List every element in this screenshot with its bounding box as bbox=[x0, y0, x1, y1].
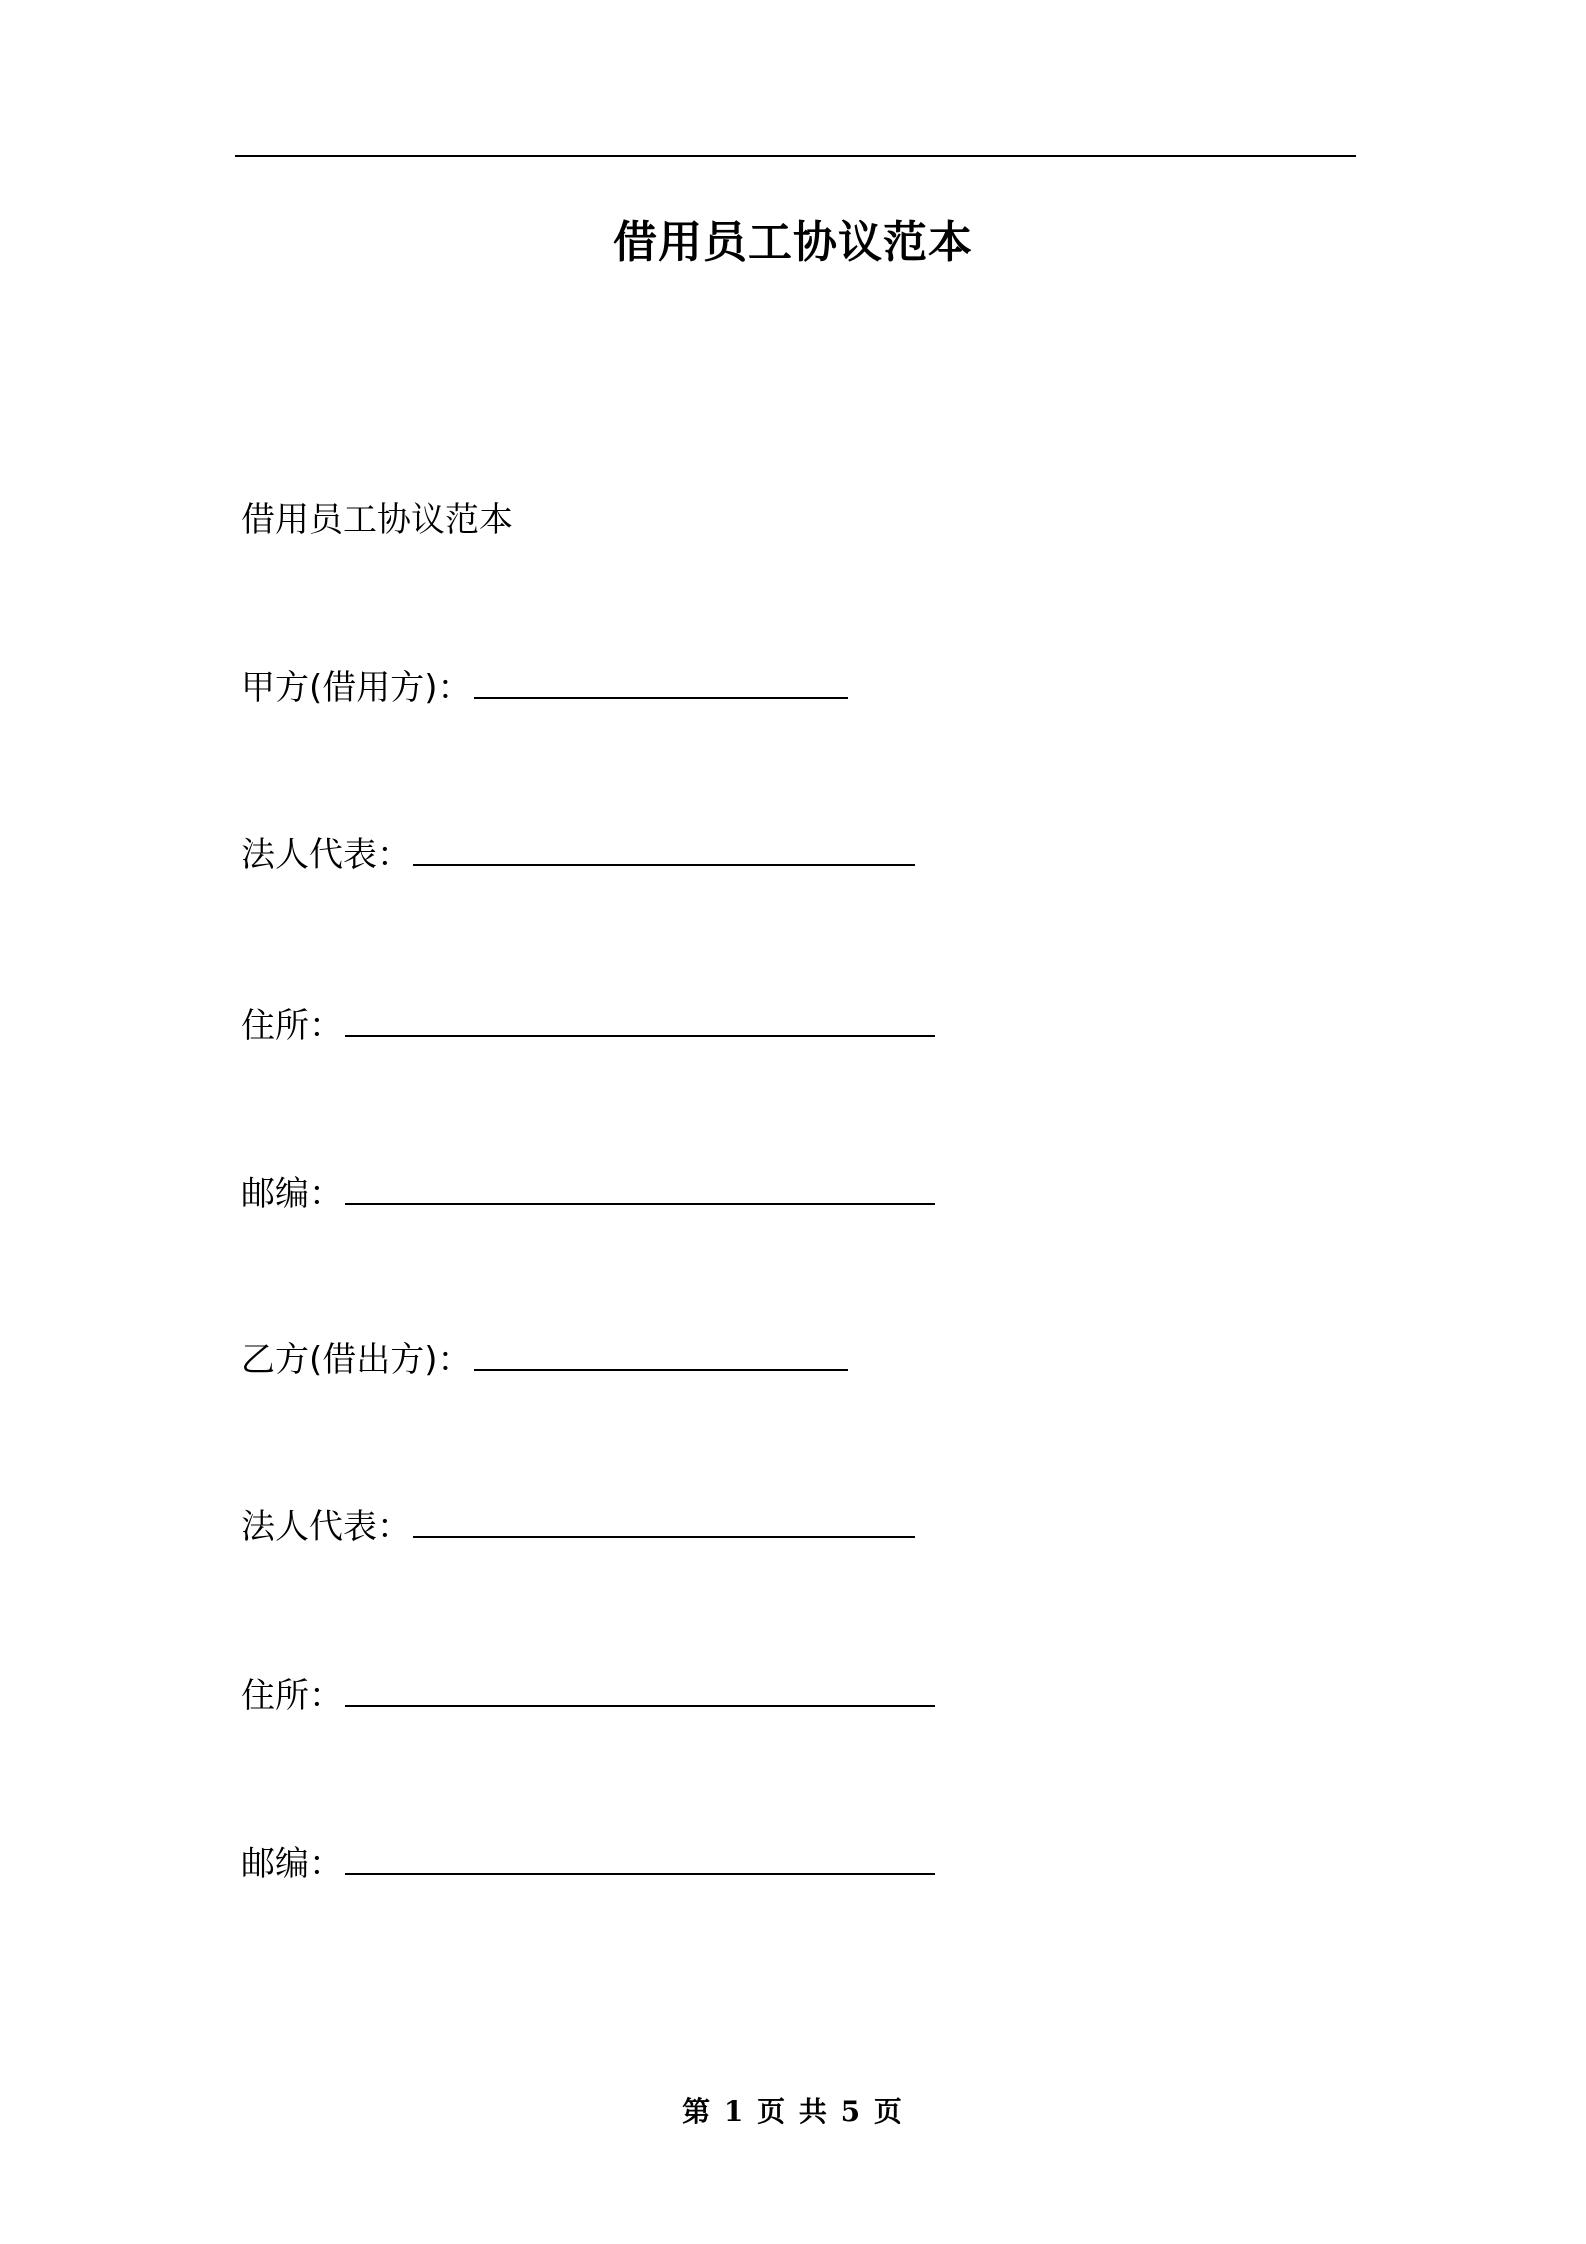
party-a-postcode-line bbox=[241, 1170, 935, 1218]
party-b-address-blank bbox=[345, 1675, 935, 1707]
party-b-address-line bbox=[241, 1672, 935, 1720]
header-rule bbox=[235, 155, 1356, 157]
party-b-line bbox=[241, 1336, 848, 1384]
party-a-address-line bbox=[241, 1002, 935, 1050]
party-b-label: 乙方(借出方)： bbox=[241, 1340, 472, 1380]
party-b-postcode-label: 邮编： bbox=[241, 1844, 343, 1884]
document-title: 借用员工协议范本 bbox=[613, 217, 973, 268]
party-b-legal-rep-line bbox=[241, 1503, 915, 1551]
party-b-legal-rep-blank bbox=[413, 1506, 915, 1538]
party-b-blank bbox=[474, 1339, 848, 1371]
party-a-legal-rep-label: 法人代表： bbox=[241, 835, 411, 875]
party-b-postcode-blank bbox=[345, 1843, 935, 1875]
document-subtitle: 借用员工协议范本 bbox=[241, 500, 513, 540]
party-b-postcode-line bbox=[241, 1840, 935, 1888]
party-a-postcode-blank bbox=[345, 1173, 935, 1205]
party-b-legal-rep-label: 法人代表： bbox=[241, 1507, 411, 1547]
party-b-address-label: 住所： bbox=[241, 1676, 343, 1716]
party-a-label: 甲方(借用方)： bbox=[241, 668, 472, 708]
party-a-line bbox=[241, 664, 848, 712]
party-a-address-label: 住所： bbox=[241, 1006, 343, 1046]
party-a-postcode-label: 邮编： bbox=[241, 1174, 343, 1214]
party-a-legal-rep-blank bbox=[413, 834, 915, 866]
party-a-blank bbox=[474, 667, 848, 699]
page-indicator: 第 1 页 共 5 页 bbox=[682, 2095, 904, 2128]
party-a-legal-rep-line bbox=[241, 831, 915, 879]
party-a-address-blank bbox=[345, 1005, 935, 1037]
